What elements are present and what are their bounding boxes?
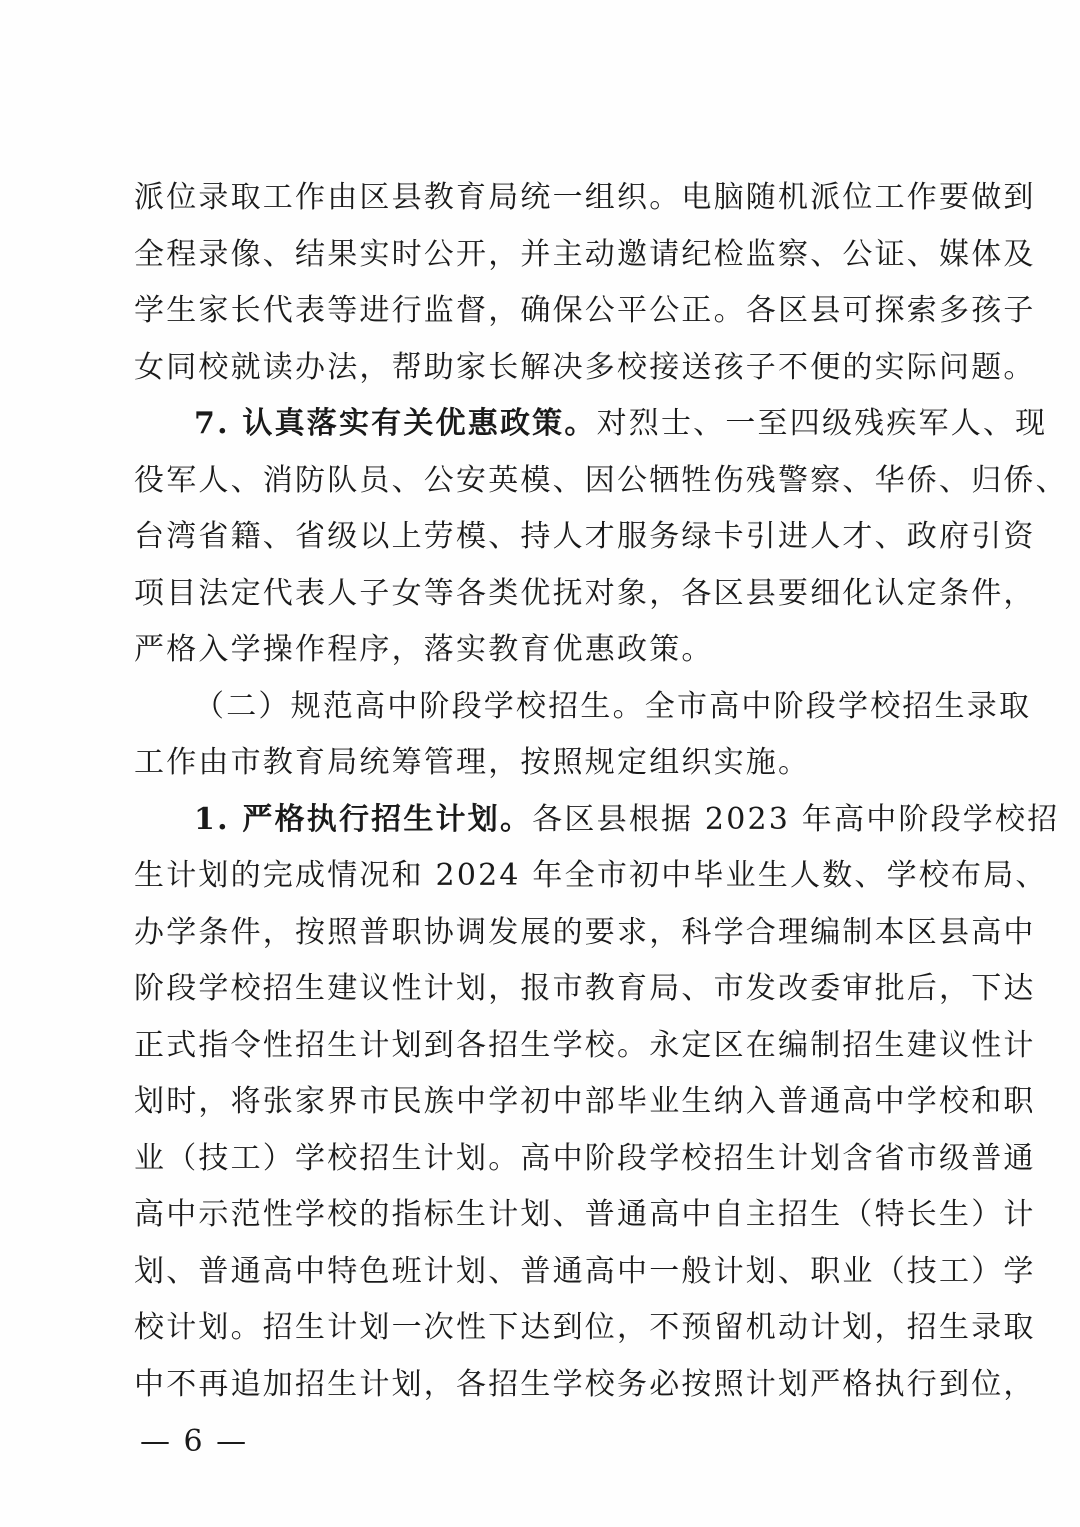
text-line: 派位录取工作由区县教育局统一组织。电脑随机派位工作要做到 (134, 180, 1036, 215)
text-line: 划时，将张家界市民族中学初中部毕业生纳入普通高中学校和职 (134, 1084, 1036, 1119)
section-heading: 7. 认真落实有关优惠政策。 (194, 406, 597, 441)
section-heading: 1. 严格执行招生计划。 (194, 801, 533, 837)
text-line: 校计划。招生计划一次性下达到位，不预留机动计划，招生录取 (134, 1310, 1036, 1345)
text-line: 业（技工）学校招生计划。高中阶段学校招生计划含省市级普通 (134, 1140, 1036, 1176)
text-line: 办学条件，按照普职协调发展的要求，科学合理编制本区县高中 (134, 914, 1036, 950)
text-line: 阶段学校招生建议性计划，报市教育局、市发改委审批后，下达 (134, 971, 1036, 1006)
text-line-rest: 各区县根据 2023 年高中阶段学校招 (532, 801, 1060, 837)
text-line: （二）规范高中阶段学校招生。全市高中阶段学校招生录取 (194, 688, 1032, 724)
text-line: 严格入学操作程序，落实教育优惠政策。 (134, 632, 714, 667)
text-line: 划、普通高中特色班计划、普通高中一般计划、职业（技工）学 (134, 1253, 1036, 1289)
text-line: 役军人、消防队员、公安英模、因公牺牲伤残警察、华侨、归侨、 (134, 462, 1068, 498)
text-line-rest: 对烈士、一至四级残疾军人、现 (596, 406, 1048, 441)
text-line: 女同校就读办法，帮助家长解决多校接送孩子不便的实际问题。 (134, 349, 1036, 385)
text-line: 生计划的完成情况和 2024 年全市初中毕业生人数、学校布局、 (134, 858, 1048, 893)
text-line: 全程录像、结果实时公开，并主动邀请纪检监察、公证、媒体及 (134, 236, 1036, 272)
text-line: 工作由市教育局统筹管理，按照规定组织实施。 (134, 745, 811, 780)
text-line: 高中示范性学校的指标生计划、普通高中自主招生（特长生）计 (134, 1197, 1036, 1232)
text-line: 正式指令性招生计划到各招生学校。永定区在编制招生建议性计 (134, 1027, 1036, 1063)
text-line (134, 396, 1048, 453)
text-line (134, 792, 1060, 849)
body-text (134, 170, 1068, 1413)
text-line: 学生家长代表等进行监督，确保公平公正。各区县可探索多孩子 (134, 293, 1036, 328)
text-line: 台湾省籍、省级以上劳模、持人才服务绿卡引进人才、政府引资 (134, 519, 1036, 554)
text-line: 中不再追加招生计划，各招生学校务必按照计划严格执行到位， (134, 1366, 1036, 1402)
page-number: — 6 — (140, 1424, 249, 1459)
text-line: 项目法定代表人子女等各类优抚对象，各区县要细化认定条件， (134, 575, 1036, 611)
